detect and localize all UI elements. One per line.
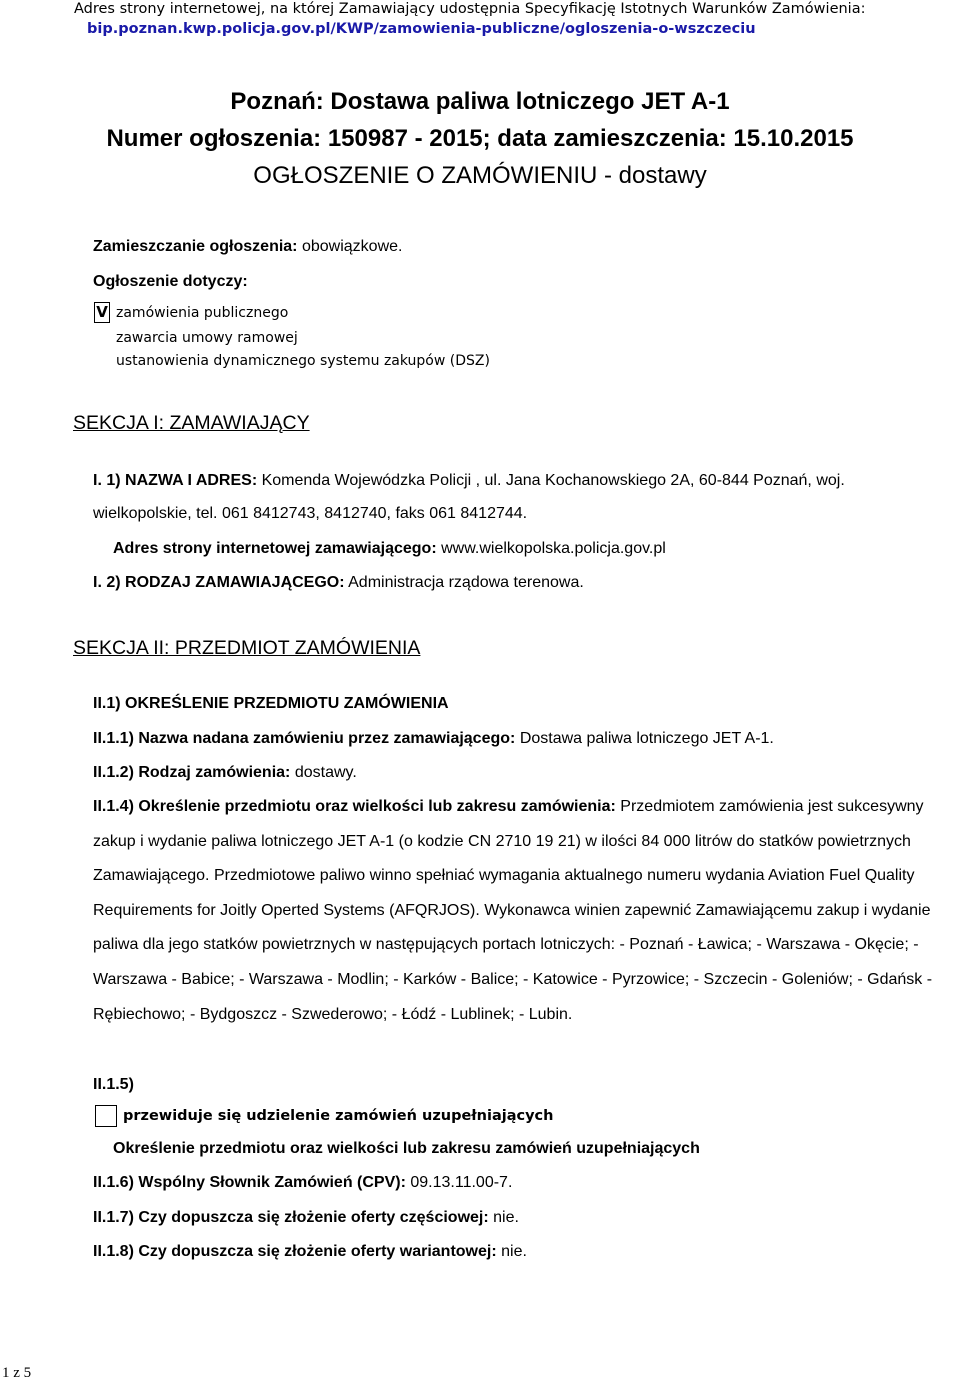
order-description-paragraph [93,790,933,1032]
partial-offer-value: nie. [493,1209,519,1226]
placement-line [93,237,402,257]
section-2-heading: SEKCJA II: PRZEDMIOT ZAMÓWIENIA [73,637,421,659]
contracting-type-line [93,573,584,593]
concerns-label: Ogłoszenie dotyczy: [93,273,248,290]
contracting-type-label: I. 2) RODZAJ ZAMAWIAJĄCEGO: [93,574,345,591]
concerns-option-framework: zawarcia umowy ramowej [116,330,298,346]
order-name-value: Dostawa paliwa lotniczego JET A-1. [519,730,774,747]
variant-offer-line [93,1242,527,1262]
order-description-label: II.1.4) Określenie przedmiotu oraz wielkości lub zakresu zamówienia: [93,798,616,815]
order-name-line [93,729,774,749]
siwz-website-label: Adres strony internetowej, na której Zamawiający udostępnia Specyfikację Istotnych Warunków Zamówienia: [74,1,866,17]
variant-offer-label: II.1.8) Czy dopuszcza się złożenie oferty wariantowej: [93,1243,497,1260]
supplementary-label: przewiduje się udzielenie zamówień uzupełniających [123,1108,554,1124]
contracting-type-value: Administracja rządowa terenowa. [348,574,584,591]
partial-offer-line [93,1208,519,1228]
contracting-address-line: wielkopolskie, tel. 061 8412743, 8412740, faks 061 8412744. [93,505,528,522]
notice-type: OGŁOSZENIE O ZAMÓWIENIU - dostawy [253,162,707,189]
notice-title: Poznań: Dostawa paliwa lotniczego JET A-1 [230,88,730,115]
section-1-heading: SEKCJA I: ZAMAWIAJĄCY [73,412,310,434]
contracting-name-label: I. 1) NAZWA I ADRES: [93,472,258,489]
order-kind-label: II.1.2) Rodzaj zamówienia: [93,764,291,781]
cpv-label: II.1.6) Wspólny Słownik Zamówień (CPV): [93,1174,406,1191]
cpv-line [93,1173,512,1193]
order-description-value: Przedmiotem zamówienia jest sukcesywny zakup i wydanie paliwa lotniczego JET A-1 (o kodzie CN 2710 19 21) w ilości 84 000 litrów do statków powietrznych Zamawiającego. Przedmiotowe paliwo winno spełniać wymagania aktualnego numeru wydania Aviation Fuel Quality Requirements for Joitly Operted Systems (AFQRJOS). Wykonawca winien zapewnić Zamawiającemu zakup i wydanie paliwa dla jego statków powietrznych w następujących portach lotniczych: - Poznań - Ławica; - Warszawa - Okęcie; - Warszawa - Babice; - Warszawa - Modlin; - Karków - Balice; - Katowice - Pyrzowice; - Szczecin - Goleniów; - Gdańsk - Rębiechowo; - Bydgoszcz - Szwederowo; - Łódź - Lublinek; - Lubin. [93,798,933,1023]
supplementary-checkbox[interactable] [95,1105,117,1127]
subject-subheading: II.1) OKREŚLENIE PRZEDMIOTU ZAMÓWIENIA [93,695,449,712]
notice-number-date: Numer ogłoszenia: 150987 - 2015; data zamieszczenia: 15.10.2015 [106,125,854,152]
concerns-option-public: zamówienia publicznego [116,305,289,321]
siwz-url-link[interactable]: bip.poznan.kwp.policja.gov.pl/KWP/zamowienia-publiczne/ogloszenia-o-wszczeciu [87,21,756,37]
item-115-label: II.1.5) [93,1076,134,1093]
contracting-name-value: Komenda Wojewódzka Policji , ul. Jana Kochanowskiego 2A, 60-844 Poznań, woj. [261,472,845,489]
supplementary-description: Określenie przedmiotu oraz wielkości lub zakresu zamówień uzupełniających [113,1140,700,1157]
page-number: 1 z 5 [2,1365,32,1381]
order-kind-line [93,763,357,783]
placement-value: obowiązkowe. [301,238,403,255]
contracting-name-line [93,471,845,491]
variant-offer-value: nie. [501,1243,527,1260]
concerns-option-dsz: ustanowienia dynamicznego systemu zakupów (DSZ) [116,353,490,369]
cpv-value: 09.13.11.00-7. [410,1174,513,1191]
contracting-website-label: Adres strony internetowej zamawiającego: [113,540,437,557]
order-name-label: II.1.1) Nazwa nadana zamówieniu przez zamawiającego: [93,730,516,747]
order-kind-value: dostawy. [294,764,357,781]
partial-offer-label: II.1.7) Czy dopuszcza się złożenie oferty częściowej: [93,1209,489,1226]
placement-label: Zamieszczanie ogłoszenia: [93,238,298,255]
contracting-website-value[interactable]: www.wielkopolska.policja.gov.pl [441,540,666,557]
checked-checkbox[interactable]: V [94,302,110,323]
contracting-website-line [113,539,666,559]
